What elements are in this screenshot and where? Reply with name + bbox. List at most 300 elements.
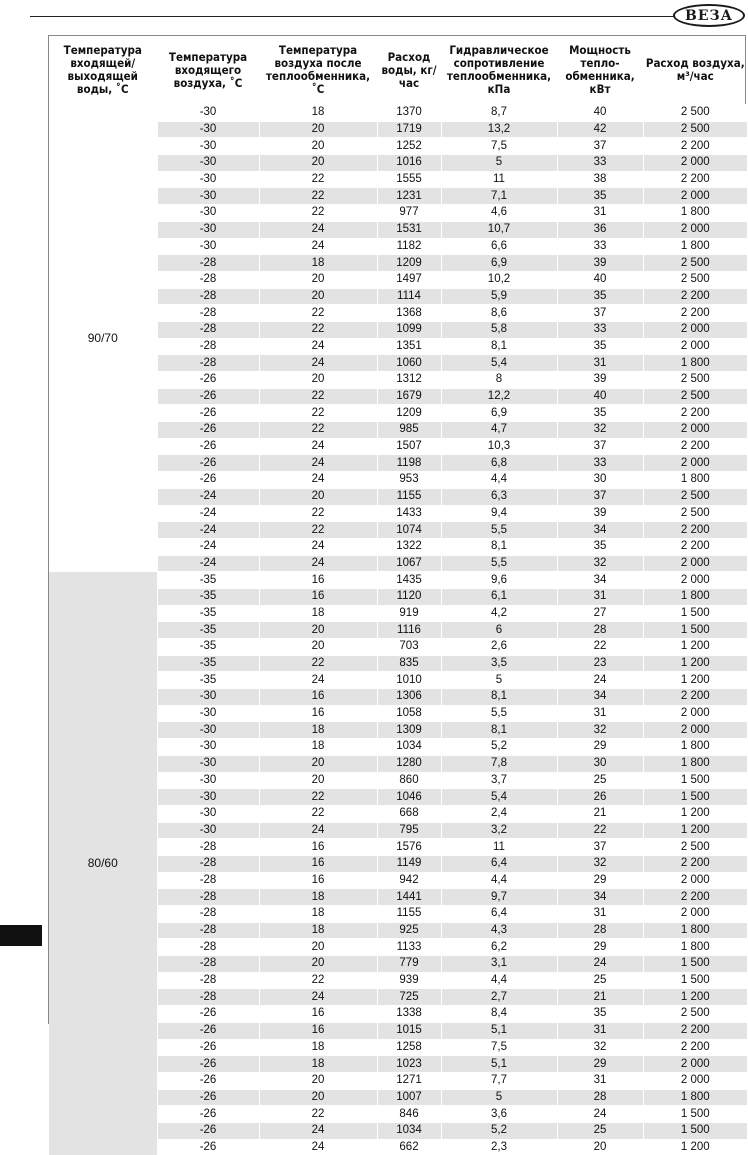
outlet-air-temp-cell: 22: [259, 972, 377, 989]
water-flow-cell: 795: [377, 822, 441, 839]
air-flow-cell: 2 000: [643, 338, 747, 355]
hydraulic-resistance-cell: 10,7: [441, 221, 557, 238]
air-flow-cell: 2 200: [643, 305, 747, 322]
air-flow-cell: 2 000: [643, 455, 747, 472]
heater-power-cell: 25: [557, 972, 643, 989]
air-flow-cell: 2 200: [643, 889, 747, 906]
outlet-air-temp-cell: 16: [259, 588, 377, 605]
outlet-air-temp-cell: 22: [259, 205, 377, 222]
outlet-air-temp-cell: 24: [259, 989, 377, 1006]
inlet-air-temp-cell: -26: [157, 422, 259, 439]
outlet-air-temp-cell: 20: [259, 271, 377, 288]
heater-power-cell: 39: [557, 372, 643, 389]
air-flow-cell: 2 200: [643, 405, 747, 422]
hydraulic-resistance-cell: 2,4: [441, 805, 557, 822]
hydraulic-resistance-cell: 6,9: [441, 255, 557, 272]
outlet-air-temp-cell: 18: [259, 722, 377, 739]
water-flow-cell: 1312: [377, 372, 441, 389]
heater-power-cell: 35: [557, 288, 643, 305]
heater-power-cell: 35: [557, 538, 643, 555]
water-flow-cell: 925: [377, 922, 441, 939]
inlet-air-temp-cell: -30: [157, 689, 259, 706]
inlet-air-temp-cell: -35: [157, 572, 259, 589]
inlet-air-temp-cell: -28: [157, 338, 259, 355]
outlet-air-temp-cell: 20: [259, 121, 377, 138]
outlet-air-temp-cell: 20: [259, 639, 377, 656]
outlet-air-temp-cell: 24: [259, 455, 377, 472]
heater-power-cell: 31: [557, 355, 643, 372]
water-flow-cell: 703: [377, 639, 441, 656]
inlet-air-temp-cell: -26: [157, 372, 259, 389]
air-flow-cell: 1 500: [643, 605, 747, 622]
hydraulic-resistance-cell: 7,5: [441, 138, 557, 155]
water-flow-cell: 939: [377, 972, 441, 989]
heater-power-cell: 34: [557, 689, 643, 706]
air-flow-cell: 1 200: [643, 805, 747, 822]
outlet-air-temp-cell: 20: [259, 288, 377, 305]
heater-power-cell: 32: [557, 422, 643, 439]
air-flow-cell: 2 500: [643, 1006, 747, 1023]
hydraulic-resistance-cell: 6,1: [441, 588, 557, 605]
heater-power-cell: 37: [557, 138, 643, 155]
outlet-air-temp-cell: 22: [259, 422, 377, 439]
water-flow-cell: 1074: [377, 522, 441, 539]
outlet-air-temp-cell: 24: [259, 338, 377, 355]
inlet-air-temp-cell: -26: [157, 1139, 259, 1155]
air-flow-cell: 1 800: [643, 238, 747, 255]
air-flow-cell: 2 000: [643, 422, 747, 439]
water-flow-cell: 1258: [377, 1039, 441, 1056]
inlet-air-temp-cell: -26: [157, 1072, 259, 1089]
air-flow-cell: 1 800: [643, 588, 747, 605]
heater-power-cell: 21: [557, 805, 643, 822]
heater-power-cell: 28: [557, 1089, 643, 1106]
inlet-air-temp-cell: -26: [157, 455, 259, 472]
inlet-air-temp-cell: -28: [157, 989, 259, 1006]
water-flow-cell: 1271: [377, 1072, 441, 1089]
water-temp-group-label: 90/70: [49, 105, 157, 572]
water-flow-cell: 1155: [377, 906, 441, 923]
heater-power-cell: 25: [557, 1122, 643, 1139]
air-flow-cell: 2 200: [643, 538, 747, 555]
water-flow-cell: 1309: [377, 722, 441, 739]
hydraulic-resistance-cell: 5,2: [441, 1122, 557, 1139]
outlet-air-temp-cell: 16: [259, 689, 377, 706]
water-flow-cell: 1322: [377, 538, 441, 555]
hydraulic-resistance-cell: 13,2: [441, 121, 557, 138]
air-flow-cell: 1 500: [643, 772, 747, 789]
hydraulic-resistance-cell: 5,2: [441, 739, 557, 756]
hydraulic-resistance-cell: 2,3: [441, 1139, 557, 1155]
inlet-air-temp-cell: -30: [157, 805, 259, 822]
inlet-air-temp-cell: -26: [157, 1106, 259, 1123]
heater-power-cell: 33: [557, 155, 643, 172]
heater-power-cell: 27: [557, 605, 643, 622]
outlet-air-temp-cell: 22: [259, 405, 377, 422]
water-flow-cell: 1719: [377, 121, 441, 138]
outlet-air-temp-cell: 20: [259, 155, 377, 172]
air-flow-cell: 1 800: [643, 739, 747, 756]
section-marker-tab: [0, 925, 42, 946]
heater-power-cell: 29: [557, 1056, 643, 1073]
water-flow-cell: 1114: [377, 288, 441, 305]
inlet-air-temp-cell: -30: [157, 121, 259, 138]
inlet-air-temp-cell: -28: [157, 255, 259, 272]
heater-power-cell: 28: [557, 622, 643, 639]
water-flow-cell: 835: [377, 655, 441, 672]
water-flow-cell: 725: [377, 989, 441, 1006]
hydraulic-resistance-cell: 6,2: [441, 939, 557, 956]
heater-power-cell: 32: [557, 855, 643, 872]
water-flow-cell: 1351: [377, 338, 441, 355]
air-flow-cell: 2 500: [643, 121, 747, 138]
air-flow-cell: 1 200: [643, 1139, 747, 1155]
hydraulic-resistance-cell: 3,7: [441, 772, 557, 789]
water-flow-cell: 1182: [377, 238, 441, 255]
heater-power-cell: 24: [557, 1106, 643, 1123]
inlet-air-temp-cell: -28: [157, 271, 259, 288]
inlet-air-temp-cell: -30: [157, 789, 259, 806]
inlet-air-temp-cell: -30: [157, 772, 259, 789]
hydraulic-resistance-cell: 4,3: [441, 922, 557, 939]
outlet-air-temp-cell: 24: [259, 1139, 377, 1155]
air-flow-cell: 2 000: [643, 188, 747, 205]
inlet-air-temp-cell: -30: [157, 238, 259, 255]
air-flow-cell: 2 500: [643, 255, 747, 272]
water-flow-cell: 1576: [377, 839, 441, 856]
outlet-air-temp-cell: 24: [259, 221, 377, 238]
inlet-air-temp-cell: -24: [157, 505, 259, 522]
heater-power-cell: 38: [557, 171, 643, 188]
water-flow-cell: 1058: [377, 705, 441, 722]
heater-power-cell: 24: [557, 956, 643, 973]
inlet-air-temp-cell: -28: [157, 288, 259, 305]
heater-power-cell: 35: [557, 405, 643, 422]
heater-power-cell: 42: [557, 121, 643, 138]
heater-power-cell: 31: [557, 705, 643, 722]
heater-power-cell: 34: [557, 889, 643, 906]
outlet-air-temp-cell: 16: [259, 855, 377, 872]
inlet-air-temp-cell: -30: [157, 755, 259, 772]
heater-power-cell: 31: [557, 588, 643, 605]
table-header-row: [49, 36, 747, 105]
heater-power-cell: 25: [557, 772, 643, 789]
inlet-air-temp-cell: -26: [157, 388, 259, 405]
inlet-air-temp-cell: -28: [157, 305, 259, 322]
outlet-air-temp-cell: 18: [259, 1039, 377, 1056]
air-flow-cell: 2 000: [643, 321, 747, 338]
air-flow-cell: 2 200: [643, 689, 747, 706]
water-flow-cell: 1370: [377, 105, 441, 122]
hydraulic-resistance-cell: 7,1: [441, 188, 557, 205]
heater-power-cell: 30: [557, 755, 643, 772]
header-inlet-air-temp: Температура входящего воздуха, ˚С: [157, 36, 259, 105]
water-flow-cell: 779: [377, 956, 441, 973]
inlet-air-temp-cell: -30: [157, 138, 259, 155]
air-flow-cell: 2 000: [643, 906, 747, 923]
heater-power-cell: 21: [557, 989, 643, 1006]
header-rule: [30, 16, 678, 17]
outlet-air-temp-cell: 18: [259, 105, 377, 122]
hydraulic-resistance-cell: 2,7: [441, 989, 557, 1006]
outlet-air-temp-cell: 22: [259, 321, 377, 338]
inlet-air-temp-cell: -30: [157, 722, 259, 739]
hydraulic-resistance-cell: 8,1: [441, 338, 557, 355]
inlet-air-temp-cell: -24: [157, 488, 259, 505]
hydraulic-resistance-cell: 5,4: [441, 789, 557, 806]
air-flow-cell: 1 500: [643, 789, 747, 806]
outlet-air-temp-cell: 18: [259, 1056, 377, 1073]
heater-power-cell: 37: [557, 488, 643, 505]
air-flow-cell: 2 000: [643, 705, 747, 722]
outlet-air-temp-cell: 16: [259, 872, 377, 889]
header-water-flow: Расход воды, кг/час: [377, 36, 441, 105]
heater-power-cell: 37: [557, 305, 643, 322]
water-flow-cell: 1099: [377, 321, 441, 338]
hydraulic-resistance-cell: 4,6: [441, 205, 557, 222]
heater-power-cell: 40: [557, 105, 643, 122]
hydraulic-resistance-cell: 8,1: [441, 722, 557, 739]
hydraulic-resistance-cell: 6,6: [441, 238, 557, 255]
hydraulic-resistance-cell: 8,1: [441, 538, 557, 555]
air-flow-cell: 2 000: [643, 1072, 747, 1089]
inlet-air-temp-cell: -26: [157, 1006, 259, 1023]
inlet-air-temp-cell: -28: [157, 321, 259, 338]
hydraulic-resistance-cell: 3,6: [441, 1106, 557, 1123]
outlet-air-temp-cell: 18: [259, 255, 377, 272]
hydraulic-resistance-cell: 5: [441, 672, 557, 689]
water-flow-cell: 662: [377, 1139, 441, 1155]
inlet-air-temp-cell: -30: [157, 171, 259, 188]
hydraulic-resistance-cell: 12,2: [441, 388, 557, 405]
outlet-air-temp-cell: 18: [259, 922, 377, 939]
outlet-air-temp-cell: 22: [259, 805, 377, 822]
hydraulic-resistance-cell: 11: [441, 839, 557, 856]
hydraulic-resistance-cell: 5,4: [441, 355, 557, 372]
water-flow-cell: 953: [377, 472, 441, 489]
water-flow-cell: 1679: [377, 388, 441, 405]
inlet-air-temp-cell: -26: [157, 472, 259, 489]
air-flow-cell: 2 000: [643, 221, 747, 238]
hydraulic-resistance-cell: 6: [441, 622, 557, 639]
outlet-air-temp-cell: 22: [259, 522, 377, 539]
air-flow-cell: 1 800: [643, 922, 747, 939]
hydraulic-resistance-cell: 10,3: [441, 438, 557, 455]
air-flow-cell: 1 200: [643, 655, 747, 672]
outlet-air-temp-cell: 24: [259, 672, 377, 689]
outlet-air-temp-cell: 20: [259, 488, 377, 505]
outlet-air-temp-cell: 24: [259, 472, 377, 489]
inlet-air-temp-cell: -35: [157, 655, 259, 672]
water-flow-cell: 1280: [377, 755, 441, 772]
hydraulic-resistance-cell: 4,2: [441, 605, 557, 622]
hydraulic-resistance-cell: 3,1: [441, 956, 557, 973]
water-flow-cell: 985: [377, 422, 441, 439]
water-flow-cell: 1067: [377, 555, 441, 572]
hydraulic-resistance-cell: 8,1: [441, 689, 557, 706]
heater-power-cell: 34: [557, 522, 643, 539]
heater-power-cell: 39: [557, 505, 643, 522]
water-flow-cell: 1034: [377, 739, 441, 756]
water-flow-cell: 1507: [377, 438, 441, 455]
heater-power-cell: 31: [557, 1022, 643, 1039]
inlet-air-temp-cell: -30: [157, 221, 259, 238]
water-flow-cell: 977: [377, 205, 441, 222]
header-heater-power: Мощность тепло-обменника, кВт: [557, 36, 643, 105]
outlet-air-temp-cell: 22: [259, 388, 377, 405]
water-flow-cell: 1116: [377, 622, 441, 639]
hydraulic-resistance-cell: 5,5: [441, 705, 557, 722]
heater-power-cell: 29: [557, 872, 643, 889]
heater-power-cell: 32: [557, 722, 643, 739]
outlet-air-temp-cell: 22: [259, 1106, 377, 1123]
water-flow-cell: 1209: [377, 255, 441, 272]
air-flow-cell: 1 800: [643, 1089, 747, 1106]
inlet-air-temp-cell: -24: [157, 555, 259, 572]
air-flow-cell: 2 500: [643, 105, 747, 122]
inlet-air-temp-cell: -26: [157, 438, 259, 455]
outlet-air-temp-cell: 20: [259, 622, 377, 639]
water-flow-cell: 1433: [377, 505, 441, 522]
inlet-air-temp-cell: -28: [157, 972, 259, 989]
water-flow-cell: 1209: [377, 405, 441, 422]
outlet-air-temp-cell: 20: [259, 1072, 377, 1089]
inlet-air-temp-cell: -30: [157, 739, 259, 756]
table-body: [49, 105, 747, 1155]
outlet-air-temp-cell: 22: [259, 789, 377, 806]
water-flow-cell: 860: [377, 772, 441, 789]
water-flow-cell: 1015: [377, 1022, 441, 1039]
air-flow-cell: 1 500: [643, 956, 747, 973]
hydraulic-resistance-cell: 7,7: [441, 1072, 557, 1089]
outlet-air-temp-cell: 20: [259, 772, 377, 789]
water-flow-cell: 1010: [377, 672, 441, 689]
hydraulic-resistance-cell: 5,1: [441, 1022, 557, 1039]
inlet-air-temp-cell: -28: [157, 872, 259, 889]
heater-power-cell: 33: [557, 321, 643, 338]
heater-power-cell: 20: [557, 1139, 643, 1155]
hydraulic-resistance-cell: 5,5: [441, 522, 557, 539]
hydraulic-resistance-cell: 10,2: [441, 271, 557, 288]
hydraulic-resistance-cell: 7,8: [441, 755, 557, 772]
outlet-air-temp-cell: 18: [259, 605, 377, 622]
water-flow-cell: 1435: [377, 572, 441, 589]
water-flow-cell: 1034: [377, 1122, 441, 1139]
heater-power-cell: 37: [557, 438, 643, 455]
hydraulic-resistance-cell: 11: [441, 171, 557, 188]
hydraulic-resistance-cell: 9,7: [441, 889, 557, 906]
air-flow-cell: 2 200: [643, 288, 747, 305]
outlet-air-temp-cell: 24: [259, 822, 377, 839]
hydraulic-resistance-cell: 2,6: [441, 639, 557, 656]
water-flow-cell: 846: [377, 1106, 441, 1123]
heater-power-cell: 39: [557, 255, 643, 272]
hydraulic-resistance-cell: 4,7: [441, 422, 557, 439]
inlet-air-temp-cell: -35: [157, 588, 259, 605]
water-flow-cell: 942: [377, 872, 441, 889]
header-water-temp: Температура входящей/ выходящей воды, ˚С: [49, 36, 157, 105]
outlet-air-temp-cell: 20: [259, 939, 377, 956]
inlet-air-temp-cell: -26: [157, 1039, 259, 1056]
heater-power-cell: 29: [557, 739, 643, 756]
water-flow-cell: 1155: [377, 488, 441, 505]
heater-power-cell: 40: [557, 388, 643, 405]
water-flow-cell: 919: [377, 605, 441, 622]
veza-logo: ВЕЗА: [673, 4, 745, 27]
inlet-air-temp-cell: -28: [157, 355, 259, 372]
inlet-air-temp-cell: -30: [157, 155, 259, 172]
air-flow-cell: 2 500: [643, 488, 747, 505]
air-flow-cell: 1 500: [643, 622, 747, 639]
hydraulic-resistance-cell: 5,9: [441, 288, 557, 305]
header-air-flow: Расход воздуха, м³/час: [643, 36, 747, 105]
outlet-air-temp-cell: 20: [259, 138, 377, 155]
inlet-air-temp-cell: -35: [157, 605, 259, 622]
inlet-air-temp-cell: -30: [157, 105, 259, 122]
air-flow-cell: 2 500: [643, 505, 747, 522]
air-flow-cell: 1 800: [643, 472, 747, 489]
inlet-air-temp-cell: -26: [157, 405, 259, 422]
inlet-air-temp-cell: -28: [157, 922, 259, 939]
water-flow-cell: 1555: [377, 171, 441, 188]
inlet-air-temp-cell: -35: [157, 622, 259, 639]
water-flow-cell: 1531: [377, 221, 441, 238]
air-flow-cell: 2 500: [643, 839, 747, 856]
outlet-air-temp-cell: 18: [259, 739, 377, 756]
table-row: [49, 572, 747, 589]
hydraulic-resistance-cell: 5,8: [441, 321, 557, 338]
outlet-air-temp-cell: 22: [259, 171, 377, 188]
header-outlet-air-temp: Температура воздуха после теплообменника, ˚С: [259, 36, 377, 105]
water-flow-cell: 1046: [377, 789, 441, 806]
air-flow-cell: 2 200: [643, 171, 747, 188]
hydraulic-resistance-cell: 6,4: [441, 855, 557, 872]
hydraulic-resistance-cell: 5: [441, 1089, 557, 1106]
water-flow-cell: 1060: [377, 355, 441, 372]
air-flow-cell: 2 200: [643, 1039, 747, 1056]
air-flow-cell: 1 500: [643, 1122, 747, 1139]
hydraulic-resistance-cell: 6,4: [441, 906, 557, 923]
heater-power-cell: 26: [557, 789, 643, 806]
hydraulic-resistance-cell: 3,2: [441, 822, 557, 839]
air-flow-cell: 2 200: [643, 438, 747, 455]
inlet-air-temp-cell: -26: [157, 1056, 259, 1073]
outlet-air-temp-cell: 24: [259, 438, 377, 455]
water-flow-cell: 1149: [377, 855, 441, 872]
air-flow-cell: 2 200: [643, 1022, 747, 1039]
heater-power-cell: 35: [557, 338, 643, 355]
air-flow-cell: 1 200: [643, 989, 747, 1006]
outlet-air-temp-cell: 16: [259, 1006, 377, 1023]
inlet-air-temp-cell: -30: [157, 205, 259, 222]
air-flow-cell: 2 500: [643, 271, 747, 288]
outlet-air-temp-cell: 16: [259, 1022, 377, 1039]
water-flow-cell: 1007: [377, 1089, 441, 1106]
hydraulic-resistance-cell: 8,6: [441, 305, 557, 322]
air-flow-cell: 2 000: [643, 155, 747, 172]
heater-power-cell: 31: [557, 205, 643, 222]
inlet-air-temp-cell: -28: [157, 906, 259, 923]
outlet-air-temp-cell: 16: [259, 572, 377, 589]
heater-power-cell: 22: [557, 822, 643, 839]
water-flow-cell: 1231: [377, 188, 441, 205]
heater-power-cell: 35: [557, 1006, 643, 1023]
hydraulic-resistance-cell: 5,1: [441, 1056, 557, 1073]
air-flow-cell: 2 000: [643, 722, 747, 739]
outlet-air-temp-cell: 22: [259, 655, 377, 672]
water-flow-cell: 1441: [377, 889, 441, 906]
heater-performance-table: [48, 35, 746, 1024]
